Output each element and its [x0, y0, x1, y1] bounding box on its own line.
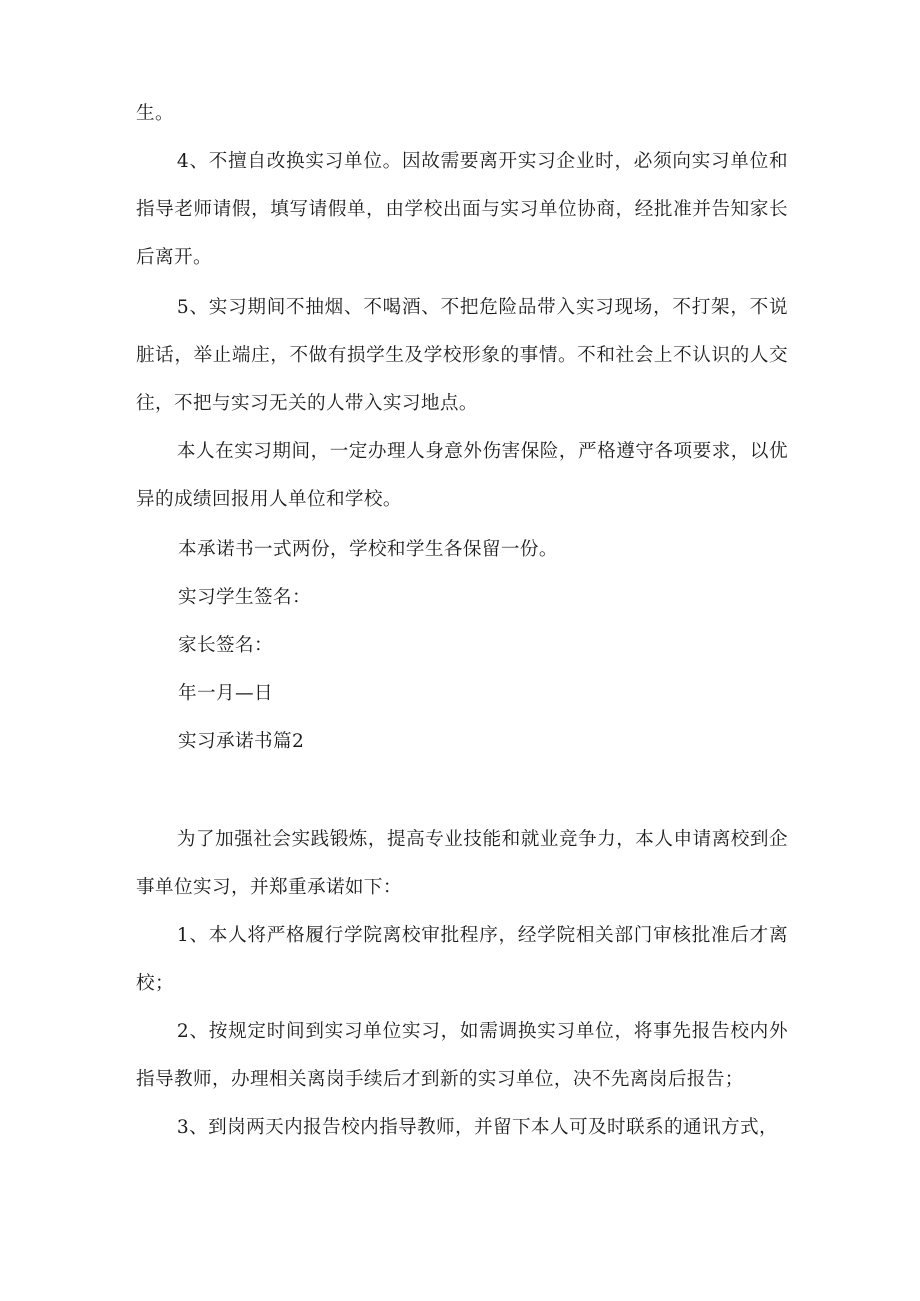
date-line: 年一月—日	[178, 683, 273, 704]
paragraph-item-3: 3、到岗两天内报告校内指导教师，并留下本人可及时联系的通讯方式，	[176, 1117, 778, 1138]
paragraph-rule-4: 4、不擅自改换实习单位。因故需要离开实习企业时，必须向实习单位和指导老师请假，填写请假单，由学校出面与实习单位协商，经批准并告知家长后离开。	[136, 151, 788, 268]
paragraph-pledge: 本人在实习期间，一定办理人身意外伤害保险，严格遵守各项要求，以优异的成绩回报用人单位和学校。	[136, 441, 788, 510]
parent-signature-label: 家长签名：	[178, 635, 273, 656]
paragraph-intro: 为了加强社会实践锻炼，提高专业技能和就业竞争力，本人申请离校到企事单位实习，并郑重承诺如下：	[136, 829, 788, 898]
student-signature-label: 实习学生签名：	[178, 587, 311, 608]
paragraph-item-2: 2、按规定时间到实习单位实习，如需调换实习单位，将事先报告校内外指导教师，办理相关离岗手续后才到新的实习单位，决不先离岗后报告；	[136, 1021, 788, 1090]
paragraph-continuation: 生。	[136, 103, 174, 124]
section-heading: 实习承诺书篇2	[178, 731, 305, 752]
copies-note: 本承诺书一式两份，学校和学生各保留一份。	[178, 539, 558, 560]
paragraph-item-1: 1、本人将严格履行学院离校审批程序，经学院相关部门审核批准后才离校；	[136, 925, 788, 994]
paragraph-rule-5: 5、实习期间不抽烟、不喝酒、不把危险品带入实习现场，不打架，不说脏话，举止端庄，不做有损学生及学校形象的事情。不和社会上不认识的人交往，不把与实习无关的人带入实习地点。	[136, 297, 788, 414]
